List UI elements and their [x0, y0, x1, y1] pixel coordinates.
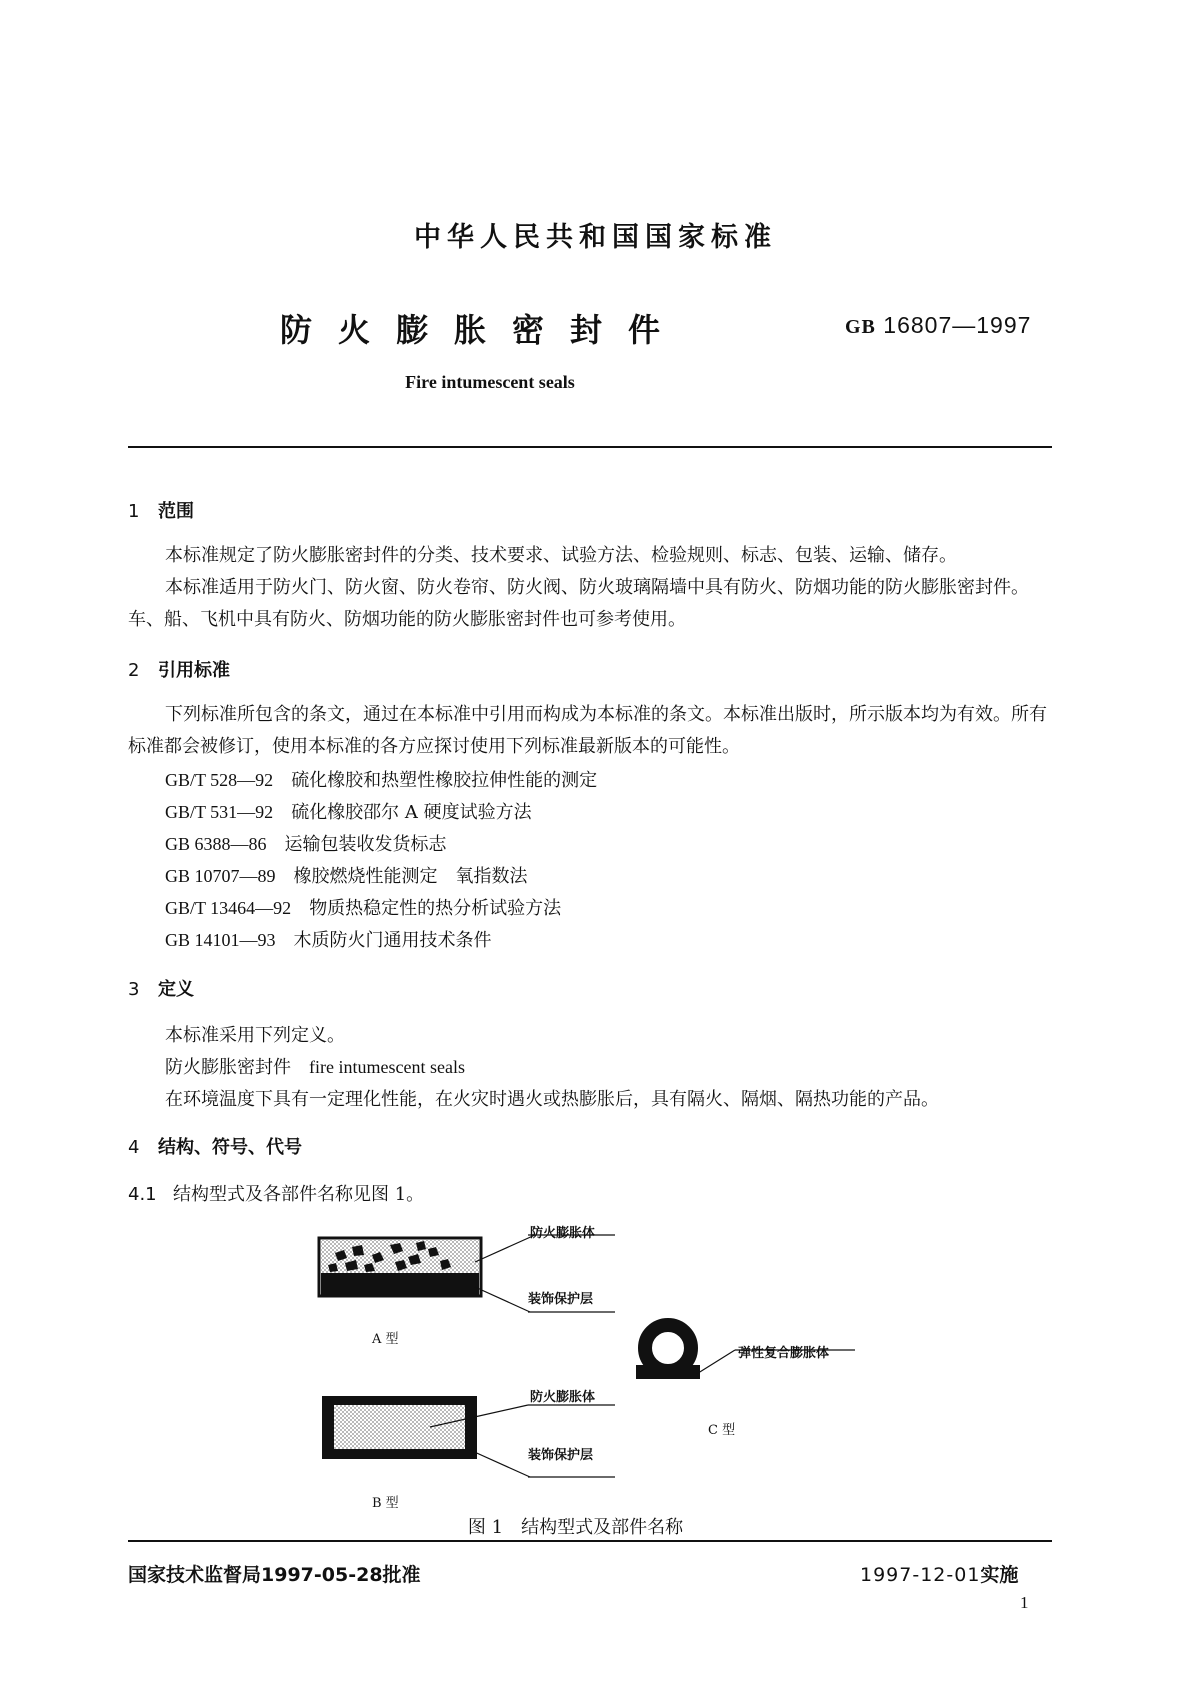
reference-code: GB 14101—93: [165, 930, 276, 950]
section-1-heading: [128, 497, 194, 523]
effective-label: 实施: [980, 1564, 1019, 1586]
section-1-paragraph-2: 本标准适用于防火门、防火窗、防火卷帘、防火阀、防火玻璃隔墙中具有防火、防烟功能的防火膨胀密封件。车、船、飞机中具有防火、防烟功能的防火膨胀密封件也可参考使用。: [128, 577, 1029, 630]
section-1-paragraph-1: 本标准规定了防火膨胀密封件的分类、技术要求、试验方法、检验规则、标志、包装、运输、储存。: [165, 545, 957, 566]
reference-item: [165, 894, 561, 920]
figure-title: 结构型式及部件名称: [521, 1517, 684, 1538]
figure-1-diagram: [0, 1205, 1191, 1505]
type-c-label: 弹性复合膨胀体: [738, 1346, 830, 1361]
section-2-heading: [128, 656, 230, 682]
reference-name: 硫化橡胶和热塑性橡胶拉伸性能的测定: [291, 770, 598, 791]
approval-note: 国家技术监督局1997-05-28批准: [128, 1564, 421, 1586]
term-english: fire intumescent seals: [309, 1057, 465, 1077]
section-2-paragraph: 下列标准所包含的条文，通过在本标准中引用而构成为本标准的条文。本标准出版时，所示版本均为有效。所有标准都会被修订，使用本标准的各方应探讨使用下列标准最新版本的可能性。: [128, 704, 1047, 757]
document-number-prefix: GB: [845, 316, 876, 338]
section-title: 定义: [158, 979, 194, 1000]
document-title: 防火膨胀密封件: [280, 311, 687, 349]
section-3-paragraph-1: 本标准采用下列定义。: [165, 1025, 345, 1046]
reference-name: 物质热稳定性的热分析试验方法: [309, 898, 562, 919]
type-b-label-intumescent: 防火膨胀体: [530, 1390, 596, 1405]
reference-item: [165, 862, 528, 888]
definition-text: 在环境温度下具有一定理化性能，在火灾时遇火或热膨胀后，具有隔火、隔烟、隔热功能的产品。: [165, 1089, 939, 1110]
section-title: 引用标准: [158, 660, 230, 681]
subsection-number: 4.1: [128, 1184, 157, 1205]
reference-code: GB 10707—89: [165, 866, 276, 886]
section-number: 1: [128, 501, 140, 522]
figure-number: 图 1: [467, 1517, 504, 1538]
english-title: Fire intumescent seals: [405, 372, 575, 392]
reference-code: GB/T 13464—92: [165, 898, 292, 918]
subsection-4-1: [128, 1180, 424, 1206]
section-title: 结构、符号、代号: [158, 1137, 302, 1158]
reference-name: 木质防火门通用技术条件: [293, 930, 492, 951]
document-number-value: 16807—1997: [883, 312, 1032, 338]
reference-item: [165, 766, 597, 792]
type-b-label-protective: 装饰保护层: [528, 1448, 594, 1463]
definition-term: [165, 1053, 465, 1079]
reference-code: GB/T 528—92: [165, 770, 274, 790]
term-chinese: 防火膨胀密封件: [165, 1057, 291, 1078]
reference-code: GB/T 531—92: [165, 802, 274, 822]
reference-item: [165, 798, 532, 824]
section-number: 4: [128, 1137, 140, 1158]
type-a-caption: A 型: [372, 1332, 399, 1347]
section-4-heading: [128, 1133, 302, 1159]
section-3-heading: [128, 975, 194, 1001]
type-c-caption: C 型: [708, 1423, 736, 1438]
figure-caption: [0, 1513, 1191, 1539]
reference-item: [165, 830, 447, 856]
type-a-label-intumescent: 防火膨胀体: [530, 1226, 596, 1241]
footer-divider: [128, 1540, 1052, 1542]
standard-header: 中华人民共和国国家标准: [414, 222, 777, 253]
reference-item: [165, 926, 492, 952]
header-divider: [128, 446, 1052, 448]
reference-code: GB 6388—86: [165, 834, 267, 854]
page-number: 1: [1020, 1593, 1029, 1612]
section-title: 范围: [158, 501, 194, 522]
reference-name: 硫化橡胶邵尔 A 硬度试验方法: [291, 802, 532, 823]
type-b-caption: B 型: [372, 1496, 399, 1511]
effective-date: 1997-12-01: [860, 1564, 981, 1586]
section-number: 3: [128, 979, 140, 1000]
type-b-seal: [322, 1396, 615, 1477]
section-number: 2: [128, 660, 140, 681]
reference-name: 橡胶燃烧性能测定 氧指数法: [293, 866, 528, 887]
document-number: [845, 312, 1031, 339]
effective-note: [860, 1560, 1018, 1587]
subsection-text: 结构型式及各部件名称见图 1。: [173, 1184, 425, 1205]
reference-name: 运输包装收发货标志: [284, 834, 447, 855]
type-a-label-protective: 装饰保护层: [528, 1292, 594, 1307]
